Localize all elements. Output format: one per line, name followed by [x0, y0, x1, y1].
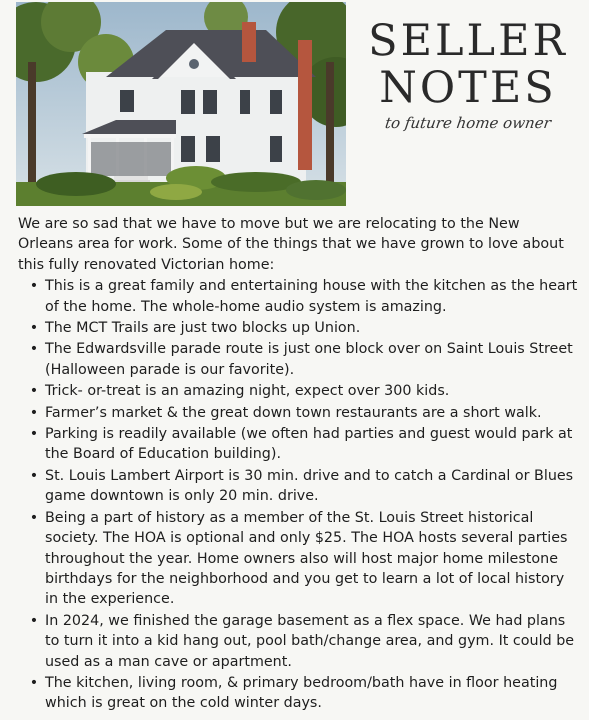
bullet-icon: • — [29, 341, 39, 358]
list-item-text: This is a great family and entertaining house with the kitchen as the heart of the home. The whole-home audio system is amazing. — [45, 278, 578, 315]
list-item-text: Being a part of history as a member of the St. Louis Street historical society. The HOA is optional and only $25. The HOA hosts several parties throughout the year. Home owners also will host major home milestone birthdays for the neighborhood and you get to learn a lot of local history in the experience. — [45, 509, 568, 608]
house-illustration — [16, 2, 346, 206]
bullet-icon: • — [29, 383, 39, 400]
bullet-icon: • — [29, 426, 39, 443]
title-seller: SELLER — [368, 16, 568, 66]
bullet-icon: • — [29, 320, 39, 337]
list-item — [25, 381, 578, 401]
bullet-icon: • — [29, 674, 39, 691]
list-item-text: Farmer’s market & the great down town restaurants are a short walk. — [45, 404, 542, 421]
list-item — [25, 611, 578, 672]
intro-paragraph: We are so sad that we have to move but we are relocating to the New Orleans area for work. Some of the things that we have grown to love about this fully renovated Victorian home: — [18, 216, 564, 273]
list-item — [25, 318, 578, 338]
list-item-text: In 2024, we finished the garage basement as a flex space. We had plans to turn it into a kid hang out, pool bath/change area, and gym. It could be used as a man cave or apartment. — [45, 612, 575, 670]
house-photo — [16, 2, 346, 206]
list-item — [25, 466, 578, 507]
list-item — [25, 424, 578, 465]
title-notes: NOTES — [379, 63, 557, 113]
list-item-text: Trick- or-treat is an amazing night, expect over 300 kids. — [45, 383, 450, 400]
notes-list — [18, 276, 578, 714]
list-item — [25, 403, 578, 423]
list-item-text: The MCT Trails are just two blocks up Union. — [45, 320, 361, 337]
bullet-icon: • — [29, 404, 39, 421]
list-item-text: The Edwardsville parade route is just one block over on Saint Louis Street (Halloween parade is our favorite). — [45, 341, 573, 378]
list-item — [25, 673, 578, 714]
title-block — [352, 18, 584, 132]
bullet-icon: • — [29, 509, 39, 526]
list-item-text: St. Louis Lambert Airport is 30 min. drive and to catch a Cardinal or Blues game downtown is only 20 min. drive. — [45, 467, 574, 505]
list-item — [25, 276, 578, 317]
bullet-icon: • — [29, 467, 39, 484]
bullet-icon: • — [29, 612, 39, 629]
list-item — [25, 339, 578, 380]
notes-body — [18, 214, 578, 715]
list-item-text: Parking is readily available (we often had parties and guest would park at the Board of Education building). — [45, 426, 573, 463]
bullet-icon: • — [29, 278, 39, 295]
subtitle-script: to future home owner — [383, 114, 553, 132]
list-item-text: The kitchen, living room, & primary bedroom/bath have in floor heating which is great on the cold winter days. — [45, 674, 558, 712]
list-item — [25, 508, 578, 610]
